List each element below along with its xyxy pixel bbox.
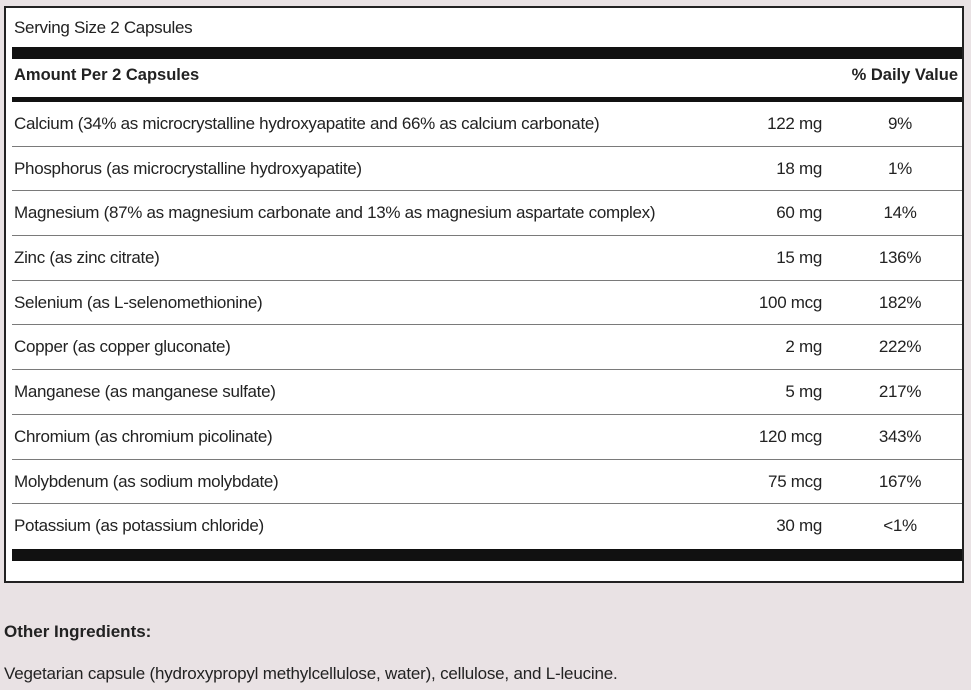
nutrient-daily-value: 343% bbox=[878, 426, 922, 446]
other-ingredients-title: Other Ingredients: bbox=[4, 622, 152, 641]
nutrient-row-magnesium bbox=[12, 191, 962, 236]
other-ingredients-text: Vegetarian capsule (hydroxypropyl methylcellulose, water), cellulose, and L-leucine. bbox=[4, 664, 618, 683]
nutrient-amount: 100 mcg bbox=[758, 292, 822, 312]
nutrient-row-manganese bbox=[12, 370, 962, 415]
nutrient-name: Copper (as copper gluconate) bbox=[14, 337, 231, 357]
nutrient-amount: 120 mcg bbox=[758, 426, 822, 446]
nutrient-name: Calcium (34% as microcrystalline hydroxyapatite and 66% as calcium carbonate) bbox=[14, 114, 600, 133]
nutrient-row-potassium bbox=[12, 504, 962, 549]
daily-value-header: % Daily Value bbox=[851, 66, 958, 84]
nutrient-name: Phosphorus (as microcrystalline hydroxyapatite) bbox=[14, 158, 362, 178]
nutrient-name: Manganese (as manganese sulfate) bbox=[14, 382, 276, 402]
nutrient-name: Potassium (as potassium chloride) bbox=[14, 516, 264, 536]
facts-header bbox=[14, 66, 958, 90]
nutrient-name: Chromium (as chromium picolinate) bbox=[14, 426, 273, 446]
nutrient-row-copper bbox=[12, 325, 962, 370]
nutrient-amount: 75 mcg bbox=[768, 471, 822, 491]
nutrient-row-molybdenum bbox=[12, 460, 962, 505]
thick-rule-top bbox=[12, 47, 962, 59]
nutrient-row-calcium bbox=[12, 102, 962, 147]
nutrient-daily-value: <1% bbox=[883, 516, 917, 536]
nutrient-name: Zinc (as zinc citrate) bbox=[14, 248, 160, 268]
nutrient-daily-value: 14% bbox=[883, 203, 917, 223]
nutrient-daily-value: 136% bbox=[878, 248, 922, 268]
supplement-facts-panel bbox=[4, 6, 964, 583]
thick-rule-bottom bbox=[12, 549, 962, 561]
nutrient-daily-value: 9% bbox=[888, 114, 912, 133]
nutrient-amount: 60 mg bbox=[776, 203, 822, 223]
nutrient-name: Magnesium (87% as magnesium carbonate and 13% as magnesium aspartate complex) bbox=[14, 203, 656, 223]
nutrient-daily-value: 167% bbox=[878, 471, 922, 491]
nutrient-amount: 122 mg bbox=[767, 114, 822, 133]
nutrient-row-selenium bbox=[12, 281, 962, 326]
nutrient-daily-value: 217% bbox=[878, 382, 922, 402]
nutrient-name: Selenium (as L-selenomethionine) bbox=[14, 292, 263, 312]
nutrient-daily-value: 1% bbox=[888, 158, 912, 178]
nutrient-row-zinc bbox=[12, 236, 962, 281]
nutrient-amount: 5 mg bbox=[785, 382, 822, 402]
nutrient-amount: 30 mg bbox=[776, 516, 822, 536]
nutrient-row-chromium bbox=[12, 415, 962, 460]
amount-header: Amount Per 2 Capsules bbox=[14, 66, 200, 84]
nutrient-amount: 18 mg bbox=[776, 158, 822, 178]
nutrient-row-phosphorus bbox=[12, 147, 962, 192]
nutrient-amount: 15 mg bbox=[776, 248, 822, 268]
nutrient-amount: 2 mg bbox=[785, 337, 822, 357]
nutrient-daily-value: 182% bbox=[878, 292, 922, 312]
nutrient-name: Molybdenum (as sodium molybdate) bbox=[14, 471, 279, 491]
nutrient-daily-value: 222% bbox=[878, 337, 922, 357]
nutrient-list bbox=[12, 102, 962, 549]
serving-size: Serving Size 2 Capsules bbox=[14, 18, 193, 37]
